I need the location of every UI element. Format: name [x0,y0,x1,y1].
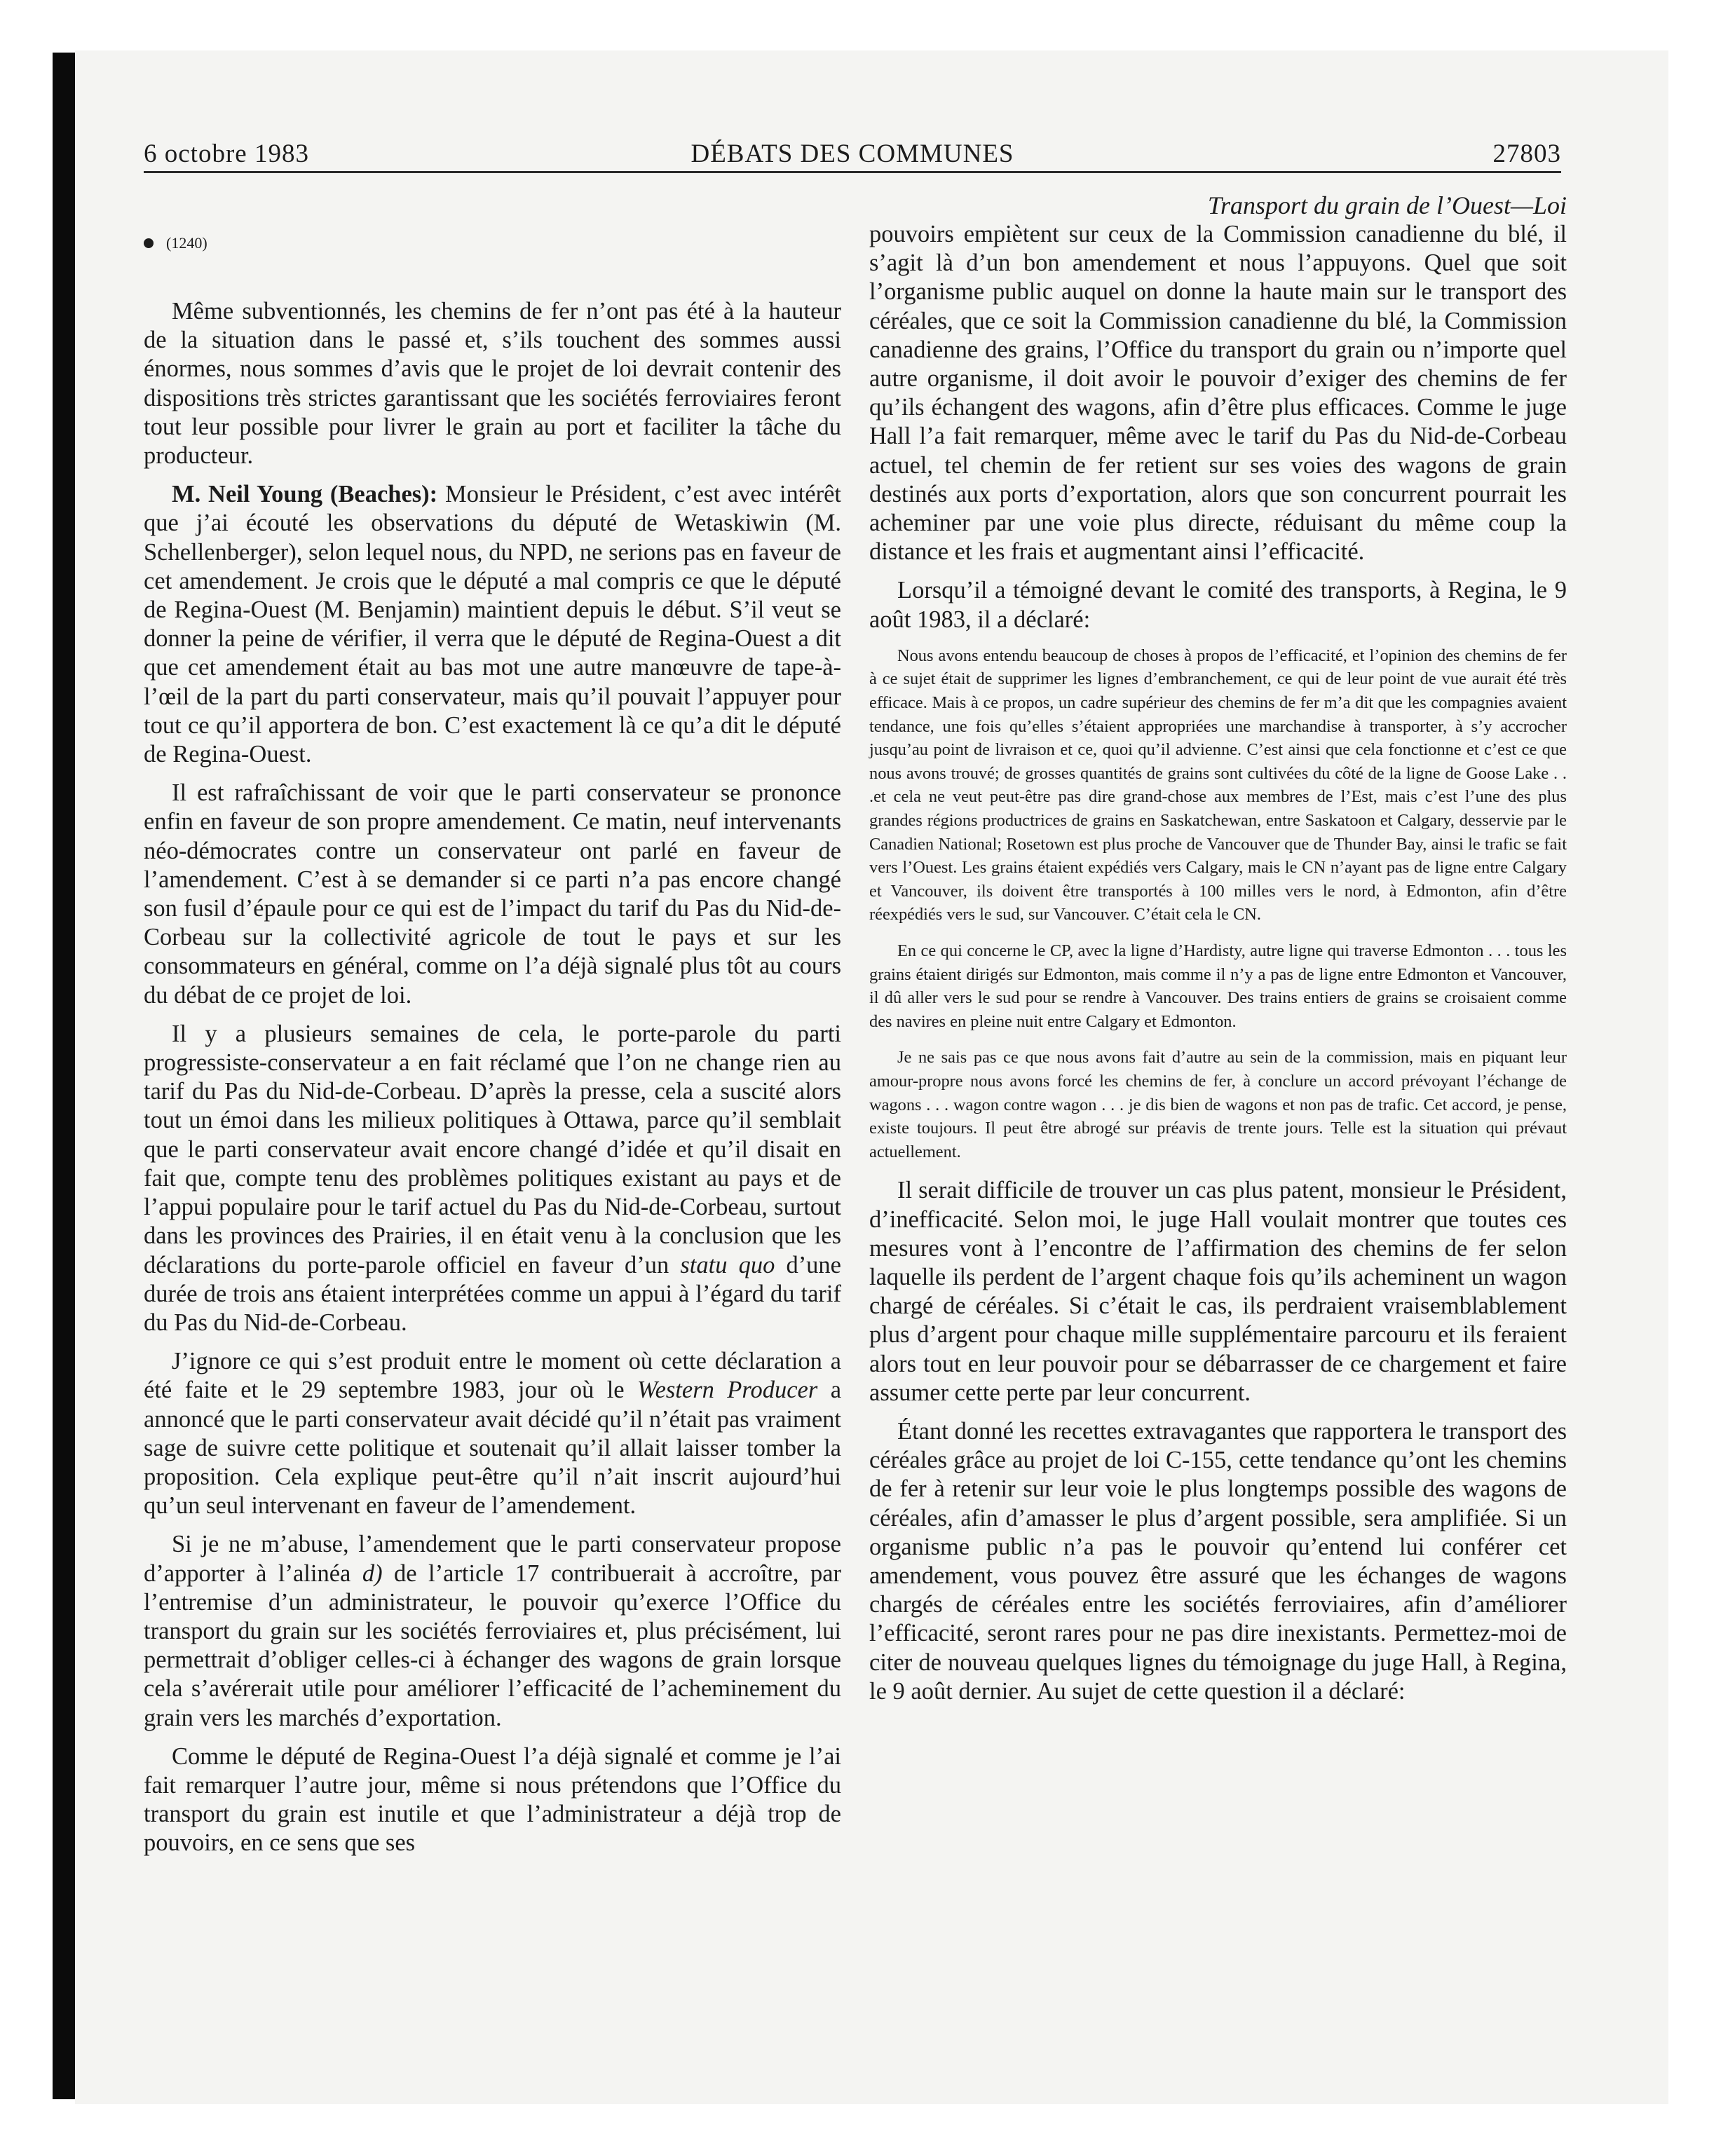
paragraph: Comme le député de Regina-Ouest l’a déjà signalé et comme je l’ai fait remarquer l’autre jour, même si nous prétendons que l’Office du transport du grain est inutile et que l’administrateur a déjà trop de pouvoirs, en ce sens que ses [144,1742,841,1857]
italic-term: d) [362,1560,383,1587]
paragraph-text: Si je ne m’abuse, l’amendement que le parti conservateur propose d’apporter à l’alinéa [144,1531,841,1587]
time-marker-label: (1240) [166,234,207,252]
paragraph [144,1020,841,1337]
right-column [869,191,1567,1716]
page-header [144,139,1561,172]
italic-term: statu quo [680,1251,775,1278]
paragraph-text: d’une durée de trois ans étaient interprétées comme un appui à l’égard du tarif du Pas du Nid-de-Corbeau. [144,1251,841,1336]
bullet-icon [144,238,154,248]
paragraph: Même subventionnés, les chemins de fer n’ont pas été à la hauteur de la situation dans le passé et, s’ils touchent des sommes aussi énormes, nous sommes d’avis que le projet de loi devrait contenir des dispositions très strictes garantissant que les sociétés ferroviaires feront tout leur possible pour livrer le grain au port et faciliter la tâche du producteur. [144,298,841,470]
paragraph: Étant donné les recettes extravagantes que rapportera le transport des céréales grâce au projet de loi C-155, cette tendance qu’ont les chemins de fer à retenir sur leur voie le plus longtemps possible des wagons de céréales, afin d’amasser le plus d’argent possible, sera amplifiée. Si un organisme public n’a pas le pouvoir qu’entend lui conférer cet amendement, vous pouvez être assuré que les échanges de wagons chargés de céréales entre les sociétés ferroviaires, afin d’améliorer l’efficacité, seront rares pour ne pas dire inexistants. Permettez-moi de citer de nouveau quelques lignes du témoignage du juge Hall, à Regina, le 9 août dernier. Au sujet de cette question il a déclaré: [869,1417,1567,1705]
italic-term: Western Producer [637,1377,818,1404]
header-rule [144,171,1561,173]
paragraph-text: a annoncé que le parti conservateur avait décidé qu’il n’était pas vraiment sage de suivre cette politique et soutenait qu’il allait laisser tomber la proposition. Cela explique peut-être qu’il n’ait inscrit aujourd’hui qu’un seul intervenant en faveur de l’amendement. [144,1377,842,1520]
section-title: Transport du grain de l’Ouest—Loi [1207,191,1567,219]
paragraph: Il est rafraîchissant de voir que le parti conservateur se prononce enfin en faveur de son propre amendement. Ce matin, neuf intervenants néo-démocrates contre un conservateur ont parlé en faveur de l’amendement. C’est à se demander si ce parti n’a pas encore changé son fusil d’épaule pour ce qui est de l’impact du tarif du Pas du Nid-de-Corbeau sur la collectivité agricole de tout le pays et sur les consommateurs en général, comme on l’a déjà signalé plus tôt au cours du débat de ce projet de loi. [144,779,841,1009]
block-quote: Nous avons entendu beaucoup de choses à propos de l’efficacité, et l’opinion des chemins de fer à ce sujet était de supprimer les lignes d’embranchement, ce qui de leur point de vue aurait été très efficace. Mais à ce propos, un cadre supérieur des chemins de fer m’a dit que les compagnies avaient tendance, une fois qu’elles s’étaient appropriées une marchandise à transporter, à s’y accrocher jusqu’au point de livraison et ce, quoi qu’il advienne. C’est ainsi que cela fonctionne et c’est ce que nous avons trouvé; de grosses quantités de grains sont cultivées du côté de la ligne de Goose Lake . . .et cela ne veut peut-être pas dire grand-chose aux membres de l’Est, mais c’est l’une des plus grandes régions productrices de grains en Saskatchewan, entre Saskatoon et Calgary, desservie par le Canadien National; Rosetown est plus proche de Vancouver que de Thunder Bay, ainsi le trafic se fait vers l’Ouest. Les grains étaient expédiés vers Calgary, mais le CN n’ayant pas de ligne entre Calgary et Vancouver, ils doivent être transportés à 100 milles vers le nord, à Edmonton, afin d’être réexpédiés vers le sud, sur Vancouver. C’était cela le CN. [869,646,1567,925]
header-page-number: 27803 [1492,139,1561,168]
paragraph [144,480,841,769]
scan-edge [53,53,75,2099]
paragraph: pouvoirs empiètent sur ceux de la Commission canadienne du blé, il s’agit là d’un bon amendement et nous l’appuyons. Quel que soit l’organisme public auquel on donne la haute main sur le transport des céréales, que ce soit la Commission canadienne du blé, la Commission canadienne des grains, l’Office du transport du grain ou n’importe quel autre organisme, il doit avoir le pouvoir d’exiger des chemins de fer qu’ils échangent des wagons, afin d’être plus efficaces. Comme le juge Hall l’a fait remarquer, même avec le tarif du Pas du Nid-de-Corbeau actuel, tel chemin de fer retient sur ses voies des wagons de grain destinés aux ports d’exportation, alors que son concurrent pourrait les acheminer par une voie plus directe, réduisant du même coup la distance et les frais et augmentant ainsi l’efficacité. [869,221,1567,566]
header-title: DÉBATS DES COMMUNES [690,139,1014,168]
paragraph: Il serait difficile de trouver un cas plus patent, monsieur le Président, d’inefficacité. Selon moi, le juge Hall voulait montrer que toutes ces mesures vont à l’encontre de l’affirmation des chemins de fer selon laquelle ils perdent de l’argent chaque fois qu’ils acheminent un wagon chargé de céréales. Si c’était le cas, ils perdraient vraisemblablement plus d’argent pour chaque mille supplémentaire parcouru et ils feraient alors tout en leur pouvoir pour se débarrasser de ce chargement et faire assumer cette perte par leur concurrent. [869,1177,1567,1406]
paragraph [144,1347,841,1520]
left-column [144,191,841,1868]
paragraph: Lorsqu’il a témoigné devant le comité des transports, à Regina, le 9 août 1983, il a déclaré: [869,577,1567,633]
paragraph [144,1530,841,1732]
block-quote: En ce qui concerne le CP, avec la ligne d’Hardisty, autre ligne qui traverse Edmonton . . . tous les grains étaient dirigés sur Edmonton, mais comme il n’y a pas de ligne entre Edmonton et Vancouver, il dû aller vers le sud pour se rendre à Vancouver. Des trains entiers de grains se croisaient comme des navires en pleine nuit entre Calgary et Edmonton. [869,941,1567,1031]
paragraph-text: de l’article 17 contribuerait à accroître, par l’entremise d’un administrateur, le pouvoir qu’exerce l’Office du transport du grain sur les sociétés ferroviaires et, plus précisément, lui permettrait d’obliger celles-ci à échanger des wagons de grain lorsque cela s’avérerait utile pour améliorer l’efficacité de l’acheminement du grain vers les marchés d’exportation. [144,1560,842,1731]
speaker-name: M. Neil Young (Beaches): [172,481,438,508]
block-quote: Je ne sais pas ce que nous avons fait d’autre au sein de la commission, mais en piquant leur amour-propre nous avons forcé les chemins de fer, à conclure un accord prévoyant l’échange de wagons . . . wagon contre wagon . . . je dis bien de wagons et non pas de trafic. Cet accord, je pense, existe toujours. Il peut être abrogé sur préavis de trente jours. Telle est la situation qui prévaut actuellement. [869,1048,1567,1161]
time-marker [144,233,841,254]
paragraph-text: Il y a plusieurs semaines de cela, le porte-parole du parti progressiste-conservateur a en fait réclamé que l’on ne change rien au tarif du Pas du Nid-de-Corbeau. D’après la presse, cela a suscité alors tout un émoi dans les milieux politiques à Ottawa, parce qu’il semblait que le parti conservateur avait encore changé d’idée et qu’il disait en fait que, compte tenu des problèmes politiques existant au pays et de l’appui populaire pour le tarif actuel du Pas du Nid-de-Corbeau, surtout dans les provinces des Prairies, il en était venu à la conclusion que les déclarations du porte-parole officiel en faveur d’un [144,1020,841,1278]
header-date: 6 octobre 1983 [144,139,309,168]
paragraph-text: Monsieur le Président, c’est avec intérêt que j’ai écouté les observations du député de Wetaskiwin (M. Schellenberger), selon lequel nous, du NPD, ne serions pas en faveur de cet amendement. Je crois que le député a mal compris ce que le député de Regina-Ouest (M. Benjamin) maintient depuis le début. S’il veut se donner la peine de vérifier, il verra que le député de Regina-Ouest a dit que cet amendement était au bas mot une autre manœuvre de tape-à-l’œil de la part du parti conservateur, mais qu’il pouvait l’appuyer pour tout ce qu’il apportera de bon. C’est exactement là ce qu’a dit le député de Regina-Ouest. [144,481,841,768]
paragraph-text: J’ignore ce qui s’est produit entre le moment où cette déclaration a été faite et le 29 septembre 1983, jour où le [144,1348,841,1404]
